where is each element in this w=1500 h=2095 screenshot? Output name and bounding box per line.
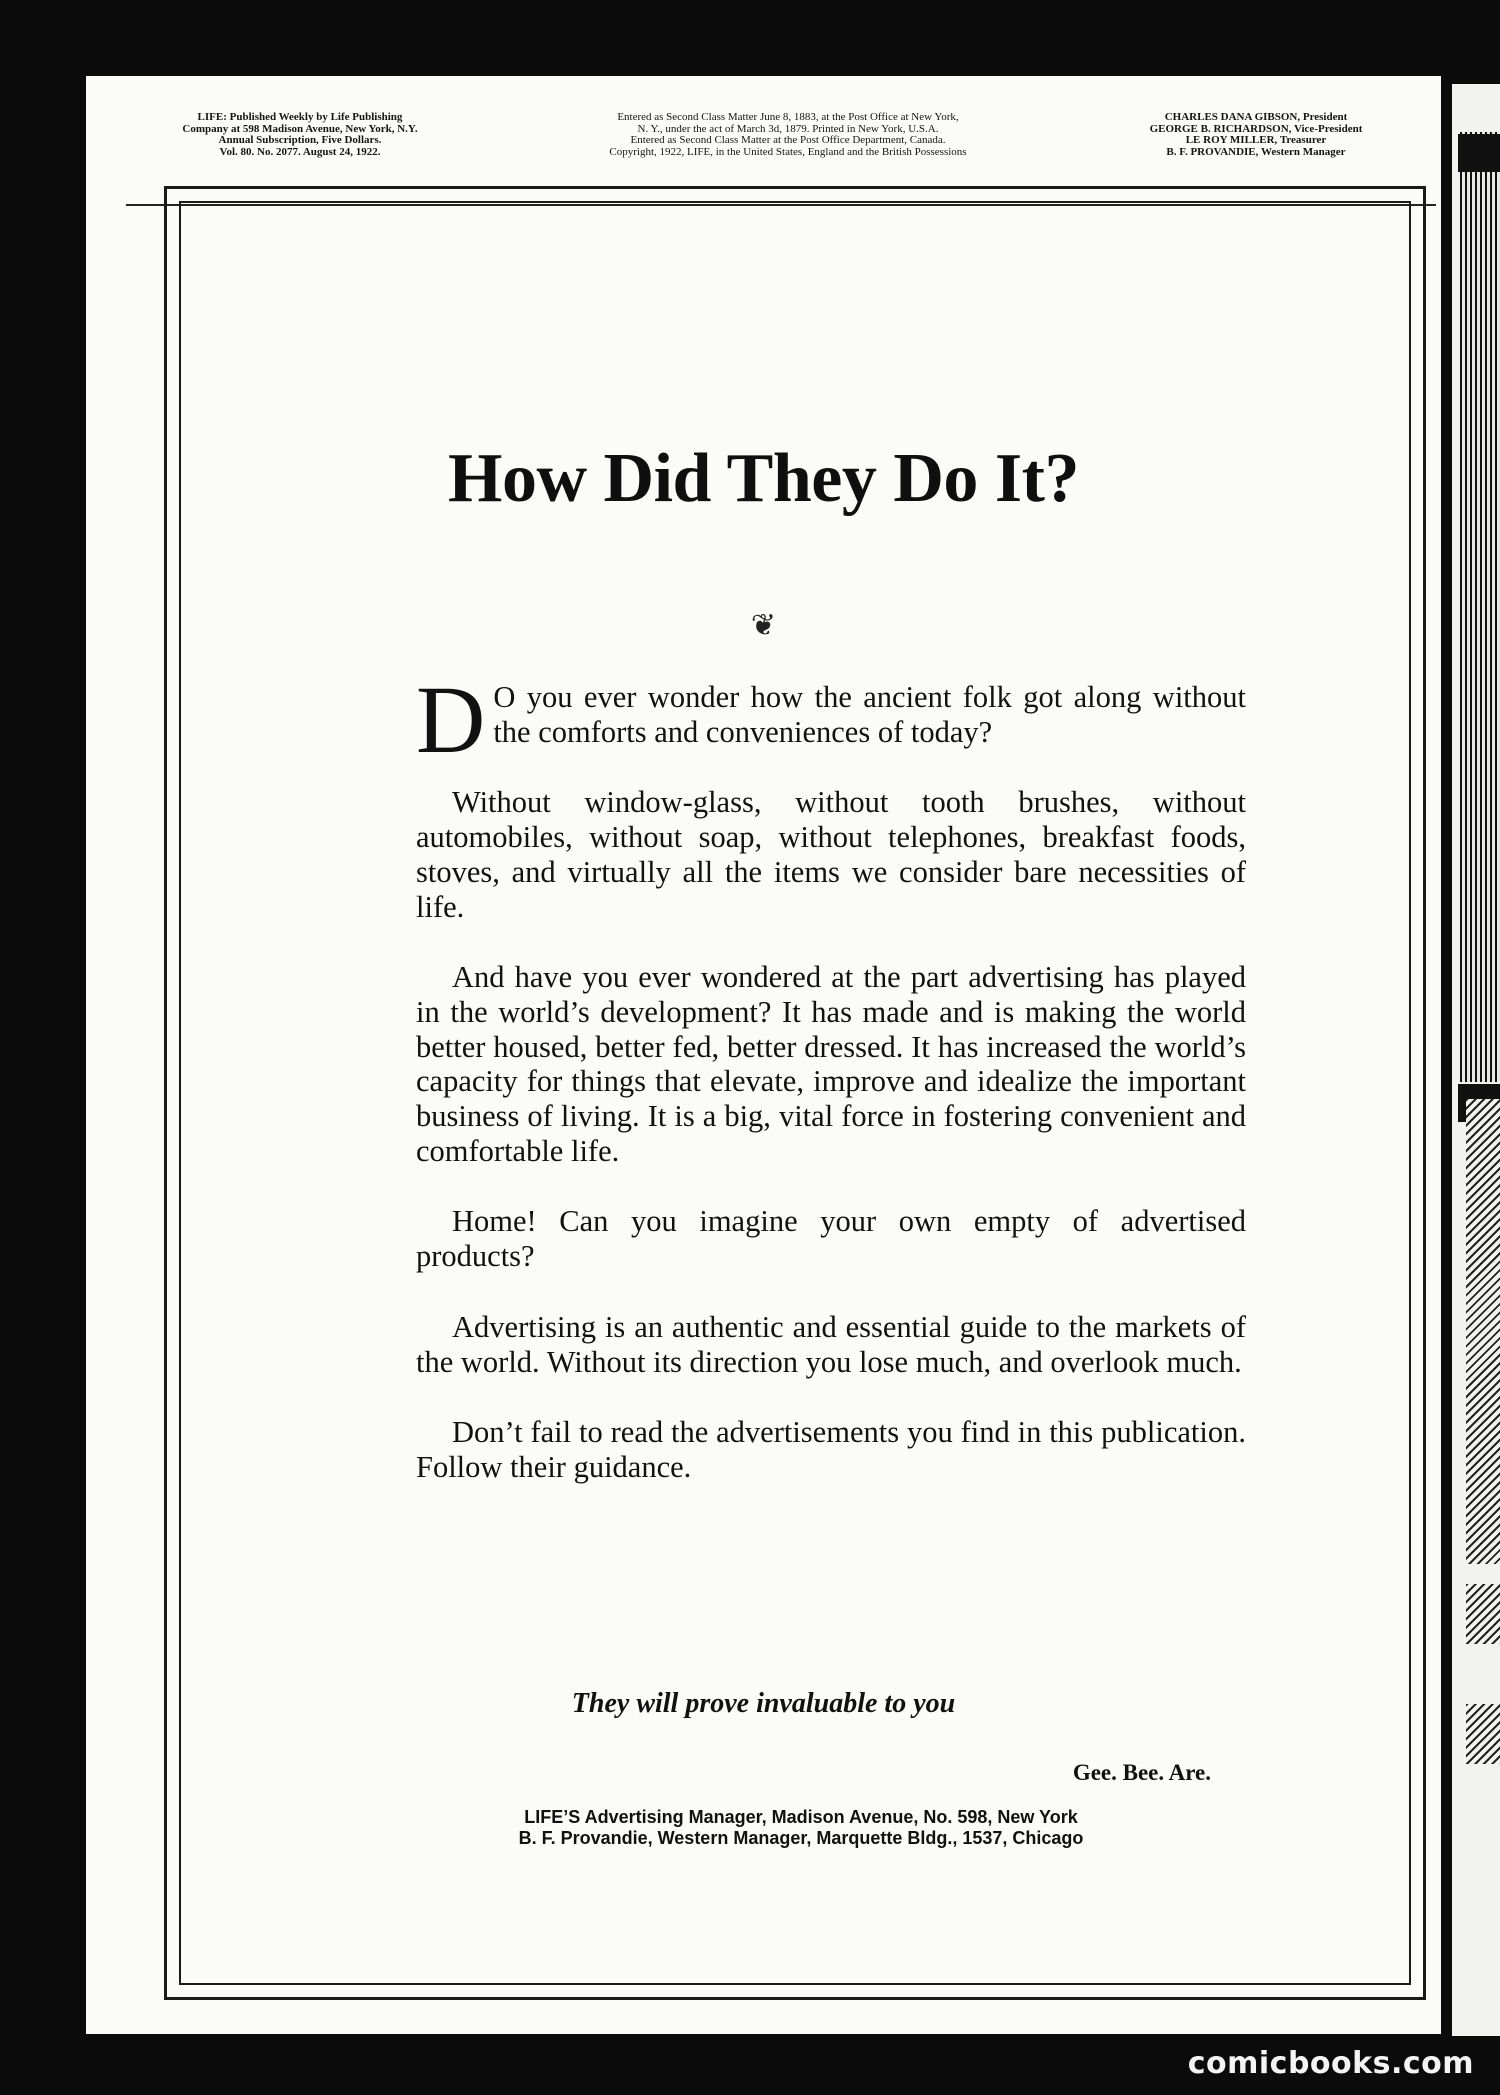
masthead-line: Copyright, 1922, LIFE, in the United States, England and the British Possessions (609, 145, 967, 158)
ad-paragraph: And have you ever wondered at the part advertising has played in the world’s development? It has made and is making the world better housed, better fed, better dressed. It has increased the world’s capacity for things that elevate, improve and idealize the important business of living. It is a big, vital force in fostering convenient and comfortable life. (416, 960, 1246, 1168)
masthead-line: Company at 598 Madison Avenue, New York, N.Y. (182, 122, 418, 135)
ad-paragraph (416, 666, 1246, 773)
masthead-line: Annual Subscription, Five Dollars. (218, 134, 382, 146)
manager-line: B. F. Provandie, Western Manager, Marquette Bldg., 1537, Chicago (518, 1828, 1084, 1848)
paragraph-text: you ever wonder how the ancient folk got along without the comforts and conveniences of today? (493, 680, 1246, 749)
ad-signature: Gee. Bee. Are. (1072, 1760, 1211, 1785)
ad-paragraph: Advertising is an authentic and essential guide to the markets of the world. Without its direction you lose much, and overlook much. (416, 1309, 1246, 1379)
masthead-entry-notice (488, 112, 1088, 158)
ad-paragraph: Without window-glass, without tooth brushes, without automobiles, without soap, without telephones, breakfast foods, stoves, and virtually all the items we consider bare necessities of life. (416, 785, 1246, 924)
ad-headline: How Did They Do It? (448, 440, 1079, 517)
masthead-officers (1086, 112, 1426, 158)
adjacent-page-strip (1452, 84, 1500, 2036)
strip-black-block (1458, 134, 1500, 172)
ad-manager-info (386, 1807, 1216, 1849)
masthead-line: Entered as Second Class Matter June 8, 1883, at the Post Office at New York, (617, 111, 959, 123)
strip-illustration (1466, 1584, 1500, 1644)
masthead-line: LE ROY MILLER, Treasurer (1185, 134, 1327, 146)
masthead-line: GEORGE B. RICHARDSON, Vice-President (1149, 122, 1363, 135)
drop-cap: D (416, 666, 486, 773)
masthead-line: B. F. PROVANDIE, Western Manager (1166, 145, 1346, 158)
masthead-line: CHARLES DANA GIBSON, President (1164, 111, 1348, 123)
masthead-line: LIFE: Published Weekly by Life Publishing (197, 111, 403, 123)
magazine-page (86, 76, 1441, 2034)
ad-tagline: They will prove invaluable to you (571, 1688, 956, 1719)
manager-line: LIFE’S Advertising Manager, Madison Avenue, No. 598, New York (524, 1807, 1078, 1827)
fleuron-ornament-icon: ❦ (750, 609, 777, 642)
ad-paragraph: Home! Can you imagine your own empty of advertised products? (416, 1204, 1246, 1274)
masthead-line: Vol. 80. No. 2077. August 24, 1922. (219, 145, 381, 158)
masthead-publisher-info (130, 112, 470, 158)
strip-illustration (1466, 1704, 1500, 1764)
ad-paragraph: Don’t fail to read the advertisements you find in this publication. Follow their guidance. (416, 1415, 1246, 1484)
masthead-line: N. Y., under the act of March 3d, 1879. Printed in New York, U.S.A. (637, 122, 939, 135)
masthead-line: Entered as Second Class Matter at the Post Office Department, Canada. (630, 134, 946, 146)
ad-body (416, 666, 1246, 1521)
strip-illustration (1466, 1099, 1500, 1564)
masthead (86, 112, 1441, 196)
strip-border-pattern (1460, 132, 1500, 1082)
lead-letter: O (493, 680, 516, 714)
watermark: comicbooks.com (1187, 2046, 1474, 2081)
